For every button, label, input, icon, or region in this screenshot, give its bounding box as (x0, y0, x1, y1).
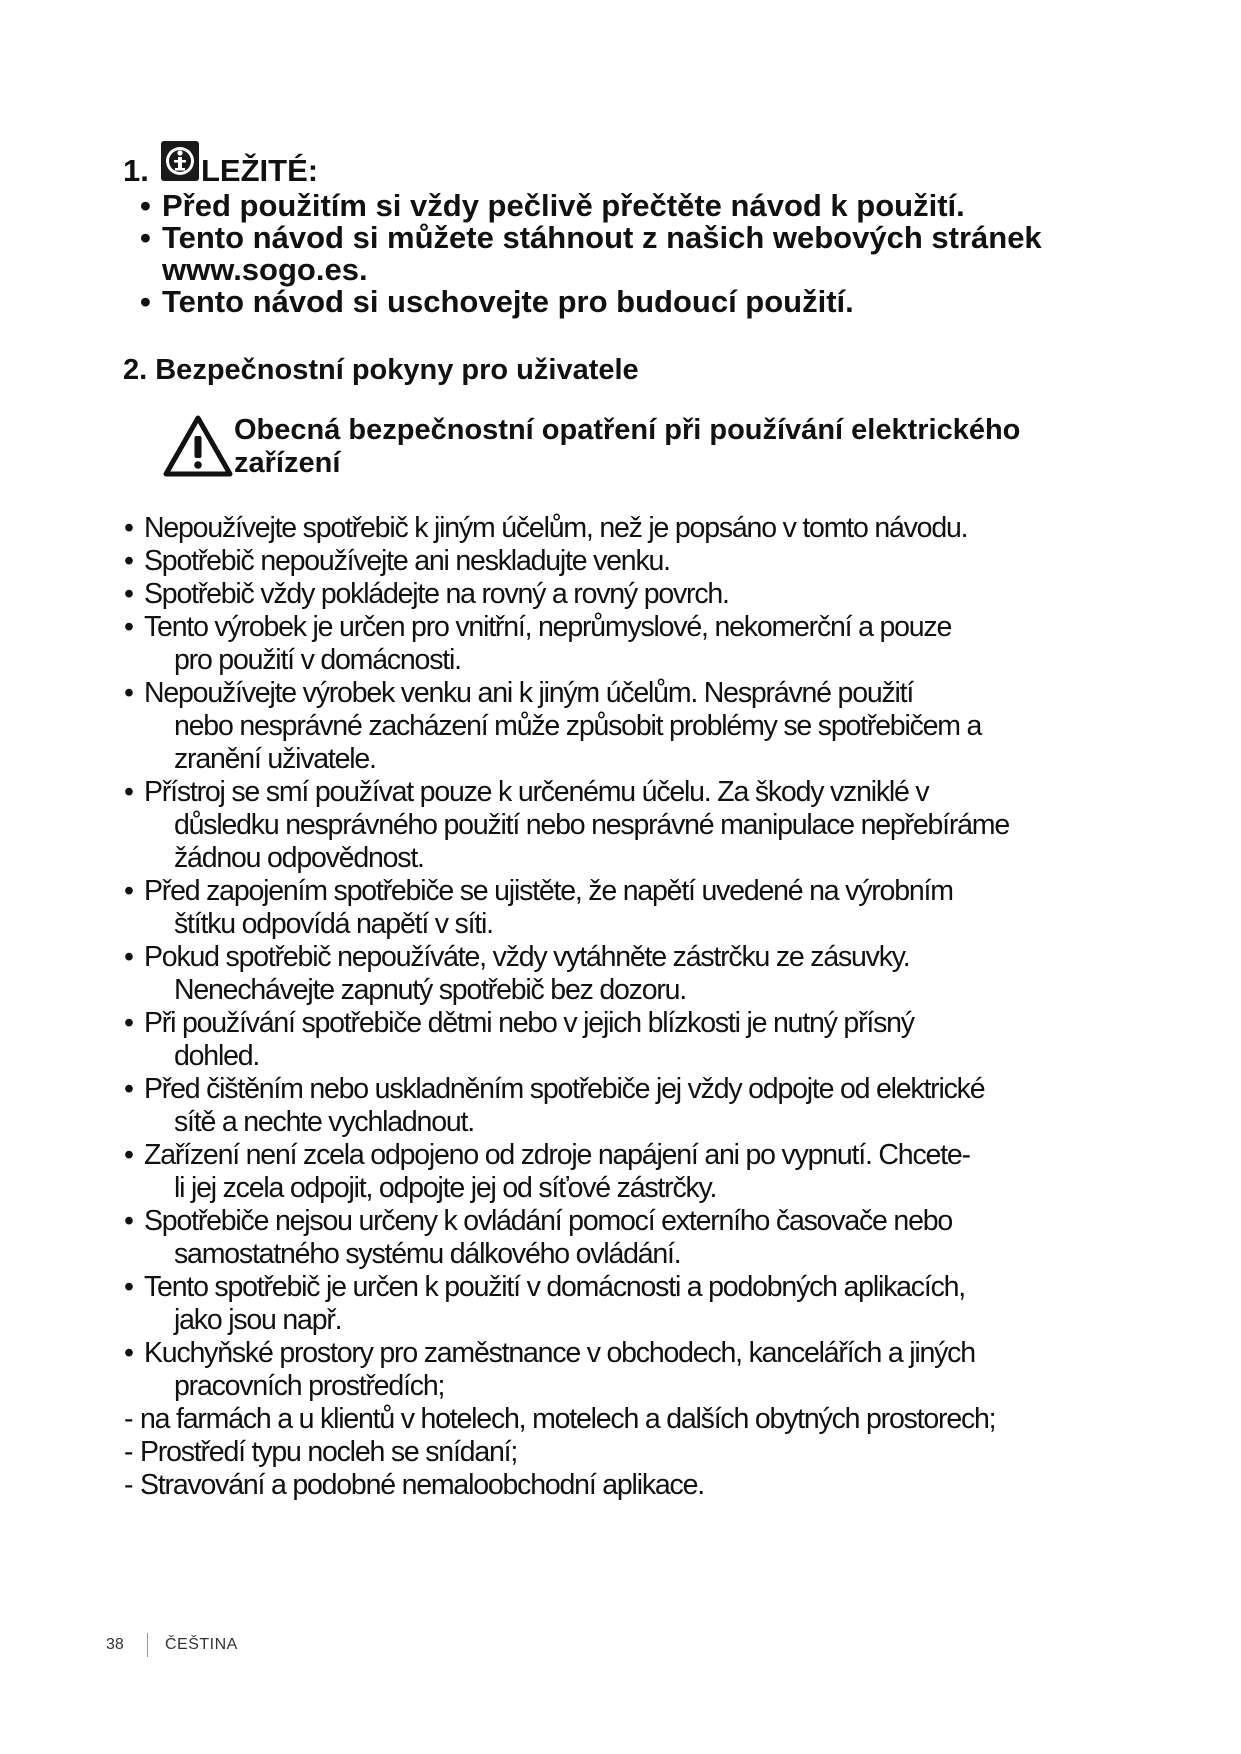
bullet: • (140, 188, 151, 223)
item-line: Tento výrobek je určen pro vnitřní, neprůmyslové, nekomerční a pouze (144, 611, 952, 643)
instruction-item (124, 578, 1134, 611)
instruction-item (124, 611, 1134, 677)
bullet: • (124, 1205, 134, 1237)
safety-heading: 2. Bezpečnostní pokyny pro uživatele (123, 354, 639, 386)
bullet: • (124, 1073, 134, 1105)
instruction-item (124, 776, 1134, 875)
warning-block (162, 414, 1122, 486)
bullet: • (124, 1139, 134, 1171)
instruction-item (124, 875, 1134, 941)
list-item (123, 286, 1143, 318)
item-line: Spotřebič nepoužívejte ani neskladujte venku. (144, 545, 670, 577)
dash-marker: - (124, 1436, 134, 1468)
item-line: Pokud spotřebič nepoužíváte, vždy vytáhněte zástrčku ze zásuvky. (144, 941, 910, 973)
bullet: • (124, 578, 134, 610)
item-text: Tento návod si můžete stáhnout z našich webových stránek (162, 220, 1042, 255)
item-line: Při používání spotřebiče dětmi nebo v jejich blízkosti je nutný přísný (144, 1007, 914, 1039)
instruction-item (124, 1337, 1134, 1403)
bullet: • (124, 1337, 134, 1369)
item-line: samostatného systému dálkového ovládání. (174, 1238, 681, 1270)
item-line: Před zapojením spotřebiče se ujistěte, že napětí uvedené na výrobním (144, 875, 953, 907)
website-url: www.sogo.es. (162, 252, 368, 287)
bullet: • (140, 284, 151, 319)
bullet: • (124, 941, 134, 973)
footer-language: ČEŠTINA (165, 1636, 238, 1653)
item-line: Spotřebič vždy pokládejte na rovný a rovný povrch. (144, 578, 729, 610)
list-item (123, 190, 1143, 222)
bullet: • (124, 512, 134, 544)
page-number: 38 (106, 1636, 124, 1653)
bullet: • (124, 1007, 134, 1039)
footer-divider (147, 1633, 148, 1657)
bullet: • (124, 545, 134, 577)
item-line: Nepoužívejte výrobek venku ani k jiným účelům. Nesprávné použití (144, 677, 914, 709)
item-line: Před čištěním nebo uskladněním spotřebiče jej vždy odpojte od elektrické (144, 1073, 985, 1105)
item-line: li jej zcela odpojit, odpojte jej od síťové zástrčky. (174, 1172, 717, 1204)
item-line: Prostředí typu nocleh se snídaní; (140, 1436, 518, 1468)
bullet: • (140, 220, 151, 255)
dash-marker: - (124, 1403, 134, 1435)
item-line: pracovních prostředích; (174, 1370, 445, 1402)
dash-item (124, 1469, 1134, 1502)
instruction-item (124, 941, 1134, 1007)
bullet: • (124, 611, 134, 643)
instruction-item (124, 1007, 1134, 1073)
instruction-item (124, 677, 1134, 776)
info-person-icon (160, 140, 200, 182)
warning-line: Obecná bezpečnostní opatření při používání elektrického (234, 414, 1021, 446)
important-section (123, 152, 1143, 318)
item-line: Tento spotřebič je určen k použití v domácnosti a podobných aplikacích, (144, 1271, 965, 1303)
item-line: Přístroj se smí používat pouze k určenému účelu. Za škody vzniklé v (144, 776, 929, 808)
item-line: Nenechávejte zapnutý spotřebič bez dozoru. (174, 974, 687, 1006)
important-list (123, 190, 1143, 318)
item-line: Stravování a podobné nemaloobchodní aplikace. (140, 1469, 704, 1501)
item-line: Kuchyňské prostory pro zaměstnance v obchodech, kancelářích a jiných (144, 1337, 975, 1369)
list-item (123, 222, 1143, 286)
instruction-item (124, 545, 1134, 578)
dash-marker: - (124, 1469, 134, 1501)
item-line: důsledku nesprávného použití nebo nesprávné manipulace nepřebíráme (174, 809, 1009, 841)
warning-heading (234, 414, 1020, 480)
warning-line: zařízení (234, 447, 341, 479)
instruction-item (124, 1271, 1134, 1337)
dash-item (124, 1403, 1134, 1436)
item-line: Nepoužívejte spotřebič k jiným účelům, než je popsáno v tomto návodu. (144, 512, 968, 544)
item-text: Tento návod si uschovejte pro budoucí použití. (162, 284, 854, 319)
instruction-item (124, 1073, 1134, 1139)
item-line: Zařízení není zcela odpojeno od zdroje napájení ani po vypnutí. Chcete- (144, 1139, 970, 1171)
item-line: jako jsou např. (174, 1304, 342, 1336)
safety-instructions-list (124, 512, 1134, 1502)
bullet: • (124, 776, 134, 808)
bullet: • (124, 677, 134, 709)
item-line: pro použití v domácnosti. (174, 644, 461, 676)
item-line: na farmách a u klientů v hotelech, motelech a dalších obytných prostorech; (140, 1403, 996, 1435)
instruction-item (124, 1139, 1134, 1205)
item-line: štítku odpovídá napětí v síti. (174, 908, 493, 940)
item-line: žádnou odpovědnost. (174, 842, 424, 874)
item-text: Před použitím si vždy pečlivě přečtěte návod k použití. (162, 188, 965, 223)
instruction-item (124, 1205, 1134, 1271)
important-heading (123, 152, 1143, 190)
dash-item (124, 1436, 1134, 1469)
section-number: 1. (123, 153, 149, 188)
bullet: • (124, 1271, 134, 1303)
item-line: nebo nesprávné zacházení může způsobit problémy se spotřebičem a (174, 710, 982, 742)
item-line: sítě a nechte vychladnout. (174, 1106, 474, 1138)
item-line: Spotřebiče nejsou určeny k ovládání pomocí externího časovače nebo (144, 1205, 953, 1237)
warning-triangle-icon (162, 414, 234, 480)
heading-text: LEŽITÉ: (201, 153, 319, 188)
item-line: dohled. (174, 1040, 260, 1072)
item-line: zranění uživatele. (174, 743, 376, 775)
instruction-item (124, 512, 1134, 545)
bullet: • (124, 875, 134, 907)
